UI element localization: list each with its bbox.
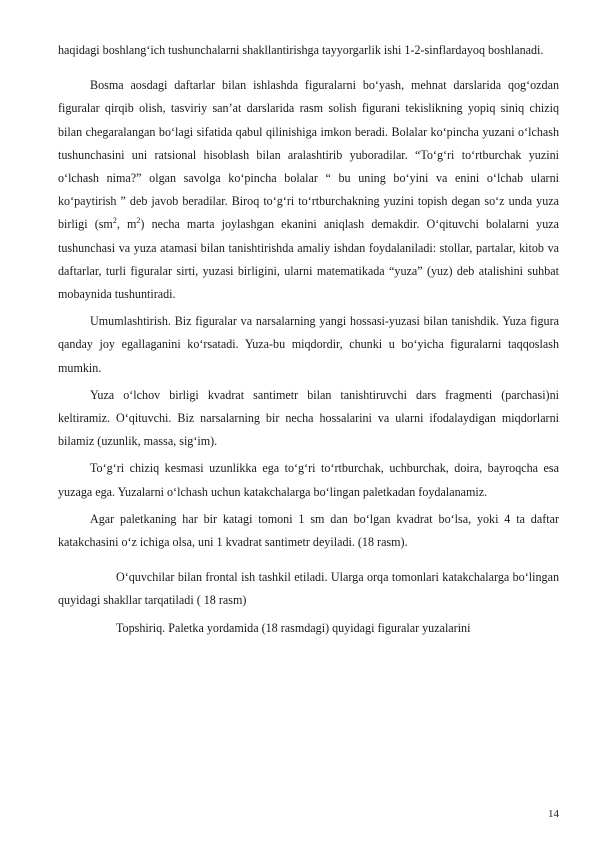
page-number: 14 [548, 808, 559, 820]
superscript-m2: 2 [136, 216, 141, 226]
paragraph-paletka: Agar paletkaning har bir katagi tomoni 1 sm dan bo‘lgan kvadrat bo‘lsa, yoki 4 ta daftar katakchasini o‘z ichiga olsa, uni 1 kvadrat santimetr deyiladi. (18 rasm). [58, 511, 559, 550]
paragraph-umumlashtirish: Umumlashtirish. Biz figuralar va narsalarning yangi hossasi-yuzasi bilan tanishdik. Yuza figura qanday joy egallaganini ko‘rsatadi. Yuza-bu miqdordir, chunki u bo‘yicha figuralarni taqqoslash mumkin. [58, 314, 559, 375]
paragraph-bosma [58, 74, 559, 306]
paragraph-yuza-birligi: Yuza o‘lchov birligi kvadrat santimetr bilan tanishtiruvchi dars fragmenti (parchasi)ni keltiramiz. O‘qituvchi. Biz narsalarning bir necha hossalarini va ularni ifodalaydigan miqdorlarni bilamiz (uzunlik, massa, sig‘im). [58, 387, 559, 449]
paragraph-bosma-unit: , m [116, 217, 137, 232]
paragraph-intro: haqidagi boshlang‘ich tushunchalarni shakllantirishga tayyorgarlik ishi 1-2-sinflardayoq boshlanadi. [58, 43, 544, 57]
superscript-sm2: 2 [112, 216, 117, 226]
paragraph-topshiriq: Topshiriq. Paletka yordamida (18 rasmdagi) quyidagi figuralar yuzalarini [116, 620, 471, 635]
paragraph-bosma-rest: ) necha marta joylashgan ekanini aniqlash demakdir. O‘qituvchi bolalarni yuza tushunchasi va yuza atamasi bilan tanishtirishda amaliy ishdan foydalaniladi: stollar, partalar, kitob va daftarlar, turli figuralar sirti, yuzasi birligini, ularni matematikada “yuza” (yuz) deb atalishini suhbat mobaynida tushuntiradi. [58, 217, 559, 302]
paragraph-togri-chiziq: To‘g‘ri chiziq kesmasi uzunlikka ega to‘g‘ri to‘rtburchak, uchburchak, doira, bayroqcha esa yuzaga ega. Yuzalarni o‘lchash uchun katakchalarga bo‘lingan paletkadan foydalanamiz. [58, 461, 559, 499]
paragraph-bosma-text: Bosma aosdagi daftarlar bilan ishlashda figuralarni bo‘yash, mehnat darslarida qog‘ozdan figuralar qirqib olish, tasviriy san’at darslarida rasm solish figurani tekislikning yopiq siniq chiziq bilan chegaralangan bo‘lagi sifatida qabul qilinishiga imkon beradi. Bolalar ko‘pincha yuzani o‘lchash tushunchasini uni ratsional hisoblash bilan aralashtirib yuboradilar. “To‘g‘ri to‘rtburchak yuzini o‘lchash nima?” olgan savolga ko‘pincha bolalar “ bu uning bo‘yini va enini o‘lchab ularni ko‘paytirish ” deb javob beradilar. Biroq to‘g‘ri to‘rtburchakning yuzini topish degan so‘z unda yuza birligi (sm [58, 78, 559, 232]
paragraph-frontal-ish: O‘quvchilar bilan frontal ish tashkil etiladi. Ularga orqa tomonlari katakchalarga bo‘lingan quyidagi shakllar tarqatiladi ( 18 rasm) [58, 570, 559, 608]
document-page [58, 39, 559, 644]
